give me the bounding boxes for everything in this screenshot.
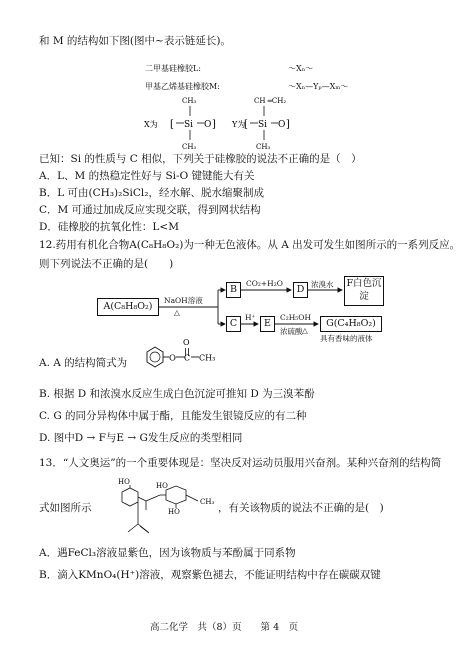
- q11-stem: 已知：Si 的性质与 C 相似，下列关于硅橡胶的说法不正确的是（ ）: [39, 153, 362, 165]
- compound-b-box: B: [226, 282, 241, 298]
- h2so4-label: 浓硫酸: [280, 327, 303, 336]
- y-vinyl-top: CH ═CH₂: [254, 97, 287, 105]
- q13-option-b: B．滴入KMnO₄(H⁺)溶液，观察紫色褪去，不能证明结构中存在碳碳双键: [39, 569, 381, 581]
- compound-c-box: C: [226, 316, 241, 332]
- x-bracket-left: [: [170, 119, 174, 130]
- compound-e-box: E: [260, 316, 275, 332]
- co2-h2o-label: CO₂+H₂O: [246, 279, 283, 288]
- x-label: X为: [144, 120, 158, 129]
- h-plus-label: H⁺: [245, 313, 256, 322]
- ester-o: O: [169, 353, 176, 364]
- q13-option-a: A．遇FeCl₃溶液显紫色，因为该物质与苯酚属于同系物: [39, 547, 296, 559]
- q12-option-d: D. 图中D → F与E → G发生反应的类型相同: [39, 432, 243, 444]
- rubber-l-chain: ～Xₙ～: [288, 64, 314, 73]
- q11-option-b: B．L 可由(CH₃)₂SiCl₂，经水解、脱水缩聚制成: [39, 187, 264, 199]
- q11-option-a: A．L、M 的热稳定性好与 Si-O 键键能大有关: [39, 170, 255, 182]
- c2h5oh-label: C₂H₅OH: [280, 313, 311, 322]
- q11-option-d: D．硅橡胶的抗氧化性：L<M: [39, 221, 179, 233]
- ho-3: HO: [168, 508, 180, 516]
- q12-option-c: C. G 的同分异构体中属于酯，且能发生银镜反应的有二种: [39, 410, 307, 422]
- delta-label-2: △: [302, 326, 308, 335]
- compound-g-box: G(C₄H₈O₂): [320, 316, 382, 332]
- y-o: O: [278, 120, 286, 130]
- y-si: Si: [258, 120, 268, 130]
- q12-option-b: B. 根据 D 和浓溴水反应生成白色沉淀可推知 D 为三溴苯酚: [39, 388, 315, 400]
- stimulant-structure: [108, 474, 216, 554]
- q13-stem-2-pre: 式如图所示: [39, 502, 92, 514]
- q13-stem-2-post: ，有关该物质的说法不正确的是( ): [218, 502, 384, 514]
- rubber-m-name: 甲基乙烯基硅橡胶M:: [145, 82, 220, 91]
- y-bracket-right: ]: [286, 119, 290, 130]
- naoh-label: NaOH溶液: [164, 296, 203, 305]
- page-footer: 高二化学 共（8）页 第 4 页: [150, 622, 299, 633]
- compound-d-box: D: [293, 282, 308, 298]
- intro-text: 和 M 的结构如下图(图中~表示链延长)。: [39, 35, 231, 47]
- delta-label-1: △: [174, 308, 180, 317]
- x-o: O: [204, 120, 212, 130]
- phenyl-acetate-structure: [133, 336, 233, 380]
- q13-stem-1: 13．“人文奥运”的一个重要体现是：坚决反对运动员服用兴奋剂。某种兴奋剂的结构简: [39, 457, 442, 469]
- x-bracket-right: ]: [212, 119, 216, 130]
- br-water-label: 浓溴水: [311, 280, 334, 289]
- x-ch3-bottom: CH₃: [182, 143, 197, 151]
- rubber-m-chain: ～Xₙ—Yₚ—Xₘ～: [288, 82, 349, 91]
- carbonyl-c: C: [184, 353, 191, 363]
- ho-1: HO: [118, 478, 130, 486]
- q12-option-a-text: A. A 的结构简式为: [39, 357, 128, 369]
- carbonyl-o: O: [183, 338, 190, 347]
- rubber-l-name: 二甲基硅橡胶L:: [145, 64, 202, 73]
- compound-f-box: F白色沉淀: [344, 276, 384, 306]
- methyl-ch3: CH₃: [200, 498, 215, 506]
- x-si: Si: [184, 120, 194, 130]
- x-ch3-top: CH₃: [182, 97, 197, 105]
- ho-2: HO: [156, 482, 168, 490]
- y-label: Y为: [232, 120, 246, 129]
- siloxane-units-diagram: [140, 92, 320, 154]
- q12-stem-1: 12.药用有机化合物A(C₈H₈O₂)为一种无色液体。从 A 出发可发生如图所示的一系列反应。: [39, 239, 461, 251]
- g-note: 具有香味的液体: [320, 334, 373, 343]
- y-ch3-bottom: CH₃: [256, 143, 271, 151]
- q12-stem-2: 则下列说法不正确的是( ): [39, 258, 174, 270]
- compound-a-box: A(C₈H₈O₂): [97, 298, 159, 316]
- acetyl-ch3: CH₃: [199, 353, 216, 363]
- q11-option-c: C．M 可通过加成反应实现交联，得到网状结构: [39, 204, 261, 216]
- y-bracket-left: [: [244, 119, 248, 130]
